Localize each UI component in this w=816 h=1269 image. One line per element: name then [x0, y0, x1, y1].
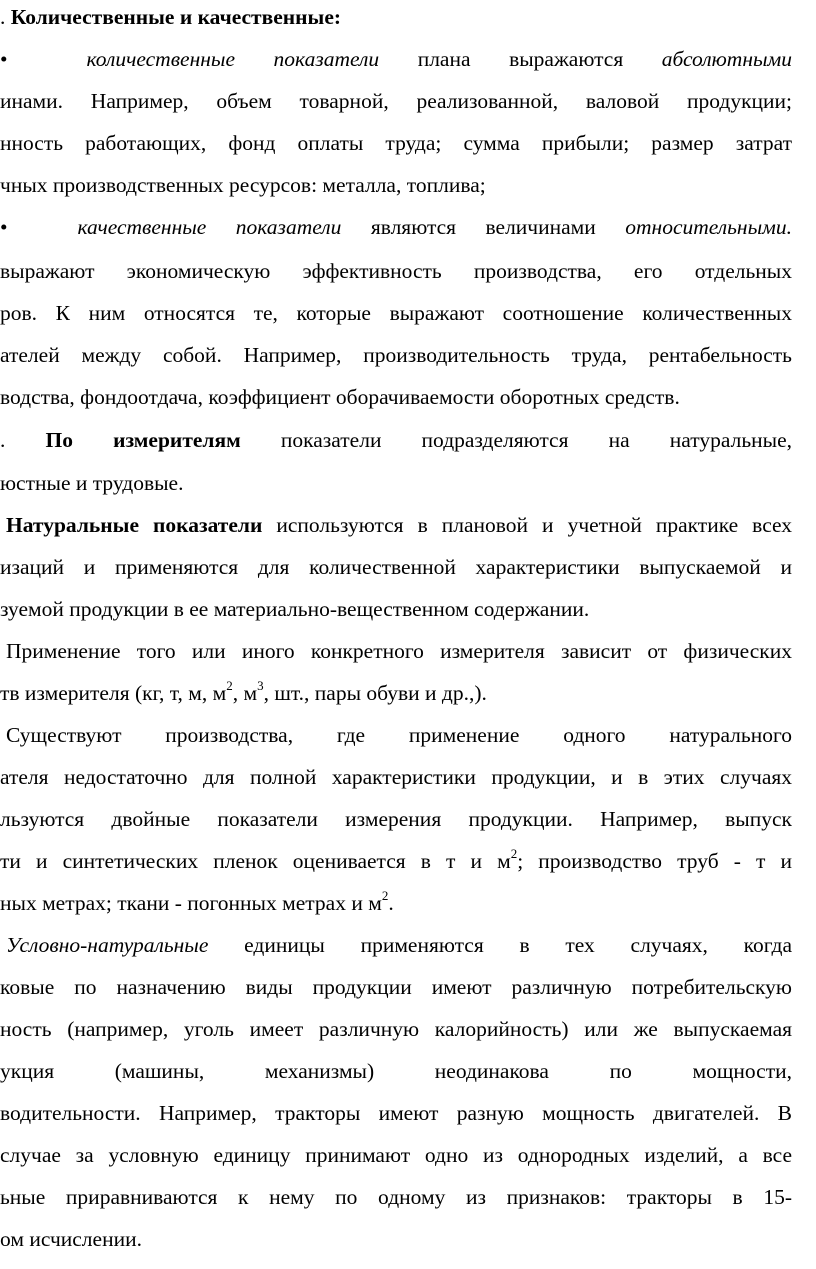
- text-segment: единицы применяются в тех случаях, когда: [244, 933, 792, 957]
- text-line: [0, 250, 792, 292]
- text-segment: чных производственных ресурсов: металла, топлива;: [0, 173, 486, 197]
- text-segment: ателей между собой. Например, производительность труда, рентабельность: [0, 343, 792, 367]
- text-segment: инами. Например, объем товарной, реализованной, валовой продукции;: [0, 89, 792, 113]
- text-line: [6, 630, 792, 672]
- text-segment: водительности. Например, тракторы имеют разную мощность двигателей. В: [0, 1101, 792, 1125]
- text-line: [0, 1050, 792, 1092]
- bullet-icon: •: [0, 47, 8, 71]
- text-line: [0, 966, 792, 1008]
- text-segment: ; производство труб - т и: [517, 849, 792, 873]
- text-segment: , м: [232, 681, 258, 705]
- text-segment: используются в плановой и учетной практике всех: [276, 513, 792, 537]
- text-segment: выражаются: [509, 47, 624, 71]
- text-line: [0, 840, 792, 882]
- text-segment: , шт., пары обуви и др.,).: [263, 681, 487, 705]
- text-segment: случае за условную единицу принимают одно из однородных изделий, а все: [0, 1143, 792, 1167]
- text-line: [0, 292, 792, 334]
- text-line: [0, 798, 792, 840]
- text-segment: По измерителям: [45, 428, 241, 452]
- text-line: [6, 714, 792, 756]
- text-line: [0, 0, 792, 38]
- text-line: [0, 588, 792, 630]
- text-segment: ом исчислении.: [0, 1227, 142, 1251]
- text-segment: Применение того или иного конкретного измерителя зависит от физических: [6, 639, 792, 663]
- text-line: [0, 376, 792, 418]
- text-segment: ность (например, уголь имеет различную калорийность) или же выпускаемая: [0, 1017, 792, 1041]
- text-line: [0, 1218, 792, 1260]
- text-line: [0, 206, 792, 248]
- text-segment: изаций и применяются для количественной характеристики выпускаемой и: [0, 555, 792, 579]
- text-segment: Существуют производства, где применение одного натурального: [6, 723, 792, 747]
- text-segment: ковые по назначению виды продукции имеют различную потребительскую: [0, 975, 792, 999]
- text-line: [0, 419, 792, 461]
- text-segment: ти и синтетических пленок оценивается в т и м: [0, 849, 511, 873]
- text-line: [0, 334, 792, 376]
- text-segment: водства, фондоотдача, коэффициент оборачиваемости оборотных средств.: [0, 385, 680, 409]
- text-segment: 2: [381, 887, 389, 903]
- text-line: [0, 546, 792, 588]
- text-segment: абсолютными: [661, 47, 792, 71]
- text-segment: .: [0, 428, 6, 452]
- text-segment: ьные приравниваются к нему по одному из признаков: тракторы в 15-: [0, 1185, 792, 1209]
- text-segment: выражают экономическую эффективность производства, его отдельных: [0, 259, 792, 283]
- text-line: [0, 756, 792, 798]
- text-segment: зуемой продукции в ее материально-вещественном содержании.: [0, 597, 590, 621]
- text-segment: являются величинами: [370, 215, 596, 239]
- text-segment: ателя недостаточно для полной характеристики продукции, и в этих случаях: [0, 765, 792, 789]
- text-line: [0, 122, 792, 164]
- text-segment: показатели подразделяются на натуральные,: [280, 428, 792, 452]
- text-segment: 3: [257, 677, 264, 693]
- text-segment: тв измерителя (кг, т, м, м: [0, 681, 227, 705]
- text-segment: 2: [226, 677, 233, 693]
- text-line: [0, 1092, 792, 1134]
- text-line: [6, 924, 792, 966]
- text-segment: льзуются двойные показатели измерения продукции. Например, выпуск: [0, 807, 792, 831]
- bullet-icon: •: [0, 215, 8, 239]
- text-segment: нность работающих, фонд оплаты труда; сумма прибыли; размер затрат: [0, 131, 792, 155]
- text-segment: качественные показатели: [77, 215, 342, 239]
- text-segment: юстные и трудовые.: [0, 471, 184, 495]
- text-line: [0, 462, 792, 504]
- text-segment: 2: [510, 845, 518, 861]
- text-line: [0, 1176, 792, 1218]
- text-line: [0, 38, 792, 80]
- text-segment: укция (машины, механизмы) неодинакова по мощности,: [0, 1059, 792, 1083]
- text-segment: .: [388, 891, 394, 915]
- text-segment: Количественные и качественные:: [10, 5, 342, 29]
- text-segment: плана: [417, 47, 471, 71]
- text-segment: количественные показатели: [86, 47, 380, 71]
- text-segment: ных метрах; ткани - погонных метрах и м: [0, 891, 382, 915]
- text-segment: Условно-натуральные: [6, 933, 209, 957]
- text-line: [6, 504, 792, 546]
- text-line: [0, 1134, 792, 1176]
- text-segment: относительными.: [625, 215, 792, 239]
- text-segment: ров. К ним относятся те, которые выражают соотношение количественных: [0, 301, 792, 325]
- text-line: [0, 164, 792, 206]
- text-line: [0, 672, 792, 714]
- text-segment: Натуральные показатели: [6, 513, 263, 537]
- text-segment: .: [0, 5, 6, 29]
- text-line: [0, 1008, 792, 1050]
- text-line: [0, 882, 792, 924]
- text-line: [0, 80, 792, 122]
